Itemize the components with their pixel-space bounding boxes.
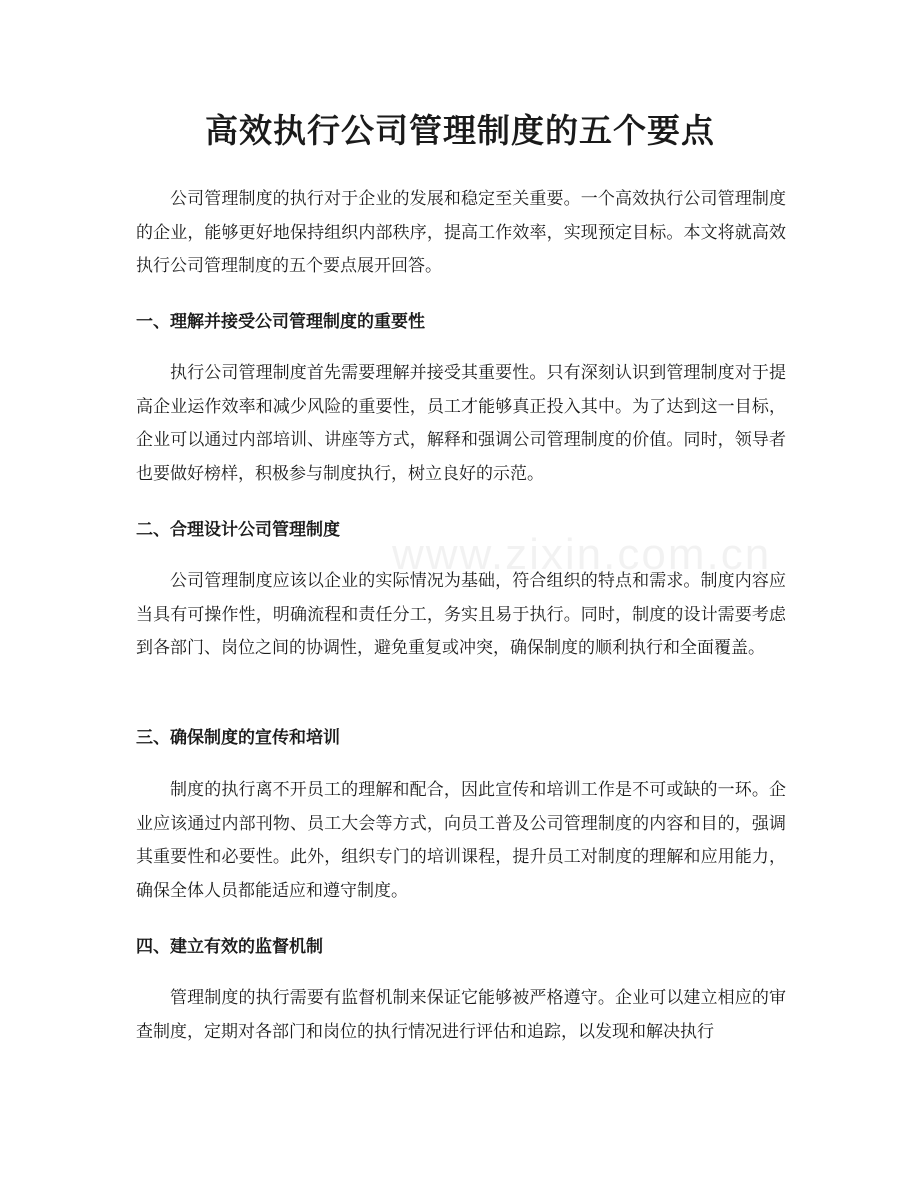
section-4-heading: 四、建立有效的监督机制 xyxy=(136,937,323,957)
section-3-heading: 三、确保制度的宣传和培训 xyxy=(136,728,340,748)
section-2-body: 公司管理制度应该以企业的实际情况为基础，符合组织的特点和需求。制度内容应当具有可操作性，明确流程和责任分工，务实且易于执行。同时，制度的设计需要考虑到各部门、岗位之间的协调性，避免重复或冲突，确保制度的顺利执行和全面覆盖。 xyxy=(136,571,786,658)
section-3-body: 制度的执行离不开员工的理解和配合，因此宣传和培训工作是不可或缺的一环。企业应该通过内部刊物、员工大会等方式，向员工普及公司管理制度的内容和目的，强调其重要性和必要性。此外，组织专门的培训课程，提升员工对制度的理解和应用能力，确保全体人员都能适应和遵守制度。 xyxy=(136,780,786,901)
intro-paragraph: 公司管理制度的执行对于企业的发展和稳定至关重要。一个高效执行公司管理制度的企业，能够更好地保持组织内部秩序，提高工作效率，实现预定目标。本文将就高效执行公司管理制度的五个要点展开回答。 xyxy=(136,189,786,276)
document-title: 高效执行公司管理制度的五个要点 xyxy=(205,111,715,150)
watermark: www.zixin.com.cn xyxy=(392,530,772,579)
section-1-body: 执行公司管理制度首先需要理解并接受其重要性。只有深刻认识到管理制度对于提高企业运作效率和减少风险的重要性，员工才能够真正投入其中。为了达到这一目标，企业可以通过内部培训、讲座等方式，解释和强调公司管理制度的价值。同时，领导者也要做好榜样，积极参与制度执行，树立良好的示范。 xyxy=(136,363,786,484)
section-2-heading: 二、合理设计公司管理制度 xyxy=(136,520,340,540)
section-4-body: 管理制度的执行需要有监督机制来保证它能够被严格遵守。企业可以建立相应的审查制度，定期对各部门和岗位的执行情况进行评估和追踪，以发现和解决执行 xyxy=(136,988,786,1042)
section-1-heading: 一、理解并接受公司管理制度的重要性 xyxy=(136,312,425,332)
